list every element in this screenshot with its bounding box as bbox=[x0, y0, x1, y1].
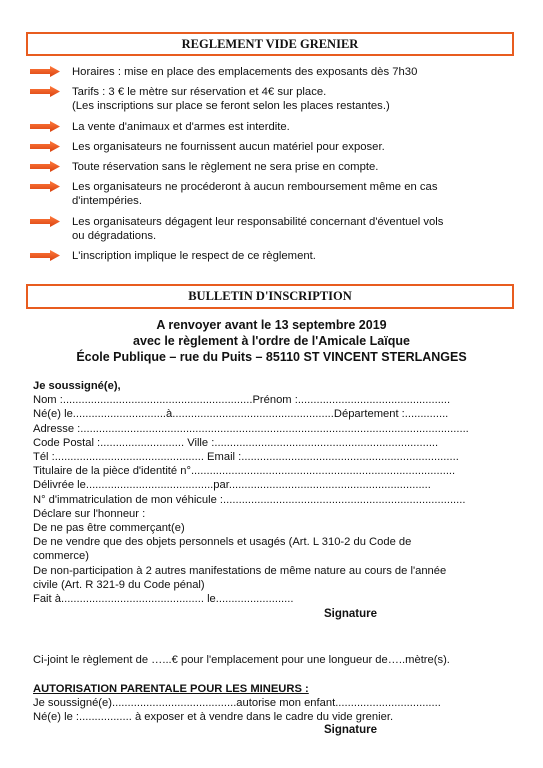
rules-header-box bbox=[26, 32, 514, 56]
issued-field[interactable]: Délivrée le.........................................par................................................................. bbox=[33, 479, 431, 492]
signature-label: Signature bbox=[324, 608, 378, 620]
arrow-right-icon bbox=[30, 216, 60, 227]
parental-title: AUTORISATION PARENTALE POUR LES MINEURS : bbox=[33, 683, 309, 695]
school-address-line: École Publique – rue du Puits – 85110 ST VINCENT STERLANGES bbox=[76, 350, 467, 364]
rule-text: d'intempéries. bbox=[72, 195, 142, 208]
phone-email-field[interactable]: Tél :................................................ Email :...................................................................... bbox=[33, 451, 459, 464]
birth-field[interactable]: Né(e) le..............................à....................................................Département :.............. bbox=[33, 408, 449, 421]
rule-item bbox=[30, 160, 520, 174]
payment-text[interactable]: Ci-joint le règlement de …...€ pour l'emplacement pour une longueur de…..mètre(s). bbox=[33, 654, 450, 666]
rule-text: Horaires : mise en place des emplacements des exposants dès 7h30 bbox=[72, 66, 418, 78]
declaration-label: Déclare sur l'honneur : bbox=[33, 507, 146, 520]
declaration-item: civile (Art. R 321-9 du Code pénal) bbox=[33, 578, 205, 591]
rule-text: Les organisateurs ne fournissent aucun matériel pour exposer. bbox=[72, 140, 385, 153]
rule-item bbox=[30, 140, 520, 154]
rule-text: Tarifs : 3 € le mètre sur réservation et 4€ sur place. bbox=[72, 86, 327, 99]
payment-order-line: avec le règlement à l'ordre de l'Amicale Laïque bbox=[133, 334, 410, 348]
rules-list bbox=[30, 65, 520, 269]
signature-label-2: Signature bbox=[324, 724, 378, 736]
rule-item bbox=[30, 180, 520, 208]
arrow-right-icon bbox=[30, 181, 60, 192]
vehicle-field[interactable]: N° d'immatriculation de mon véhicule :.............................................................................. bbox=[33, 493, 466, 506]
rule-text: Les organisateurs dégagent leur responsabilité concernant d'éventuel vols bbox=[72, 215, 444, 228]
bulletin-title: BULLETIN D'INSCRIPTION bbox=[188, 289, 352, 303]
child-birth-field[interactable]: Né(e) le :................. à exposer et à vendre dans le cadre du vide grenier. bbox=[33, 711, 394, 724]
declaration-item: De ne pas être commerçant(e) bbox=[33, 522, 185, 535]
rules-title: REGLEMENT VIDE GRENIER bbox=[181, 37, 359, 51]
arrow-right-icon bbox=[30, 86, 60, 97]
rule-text: ou dégradations. bbox=[72, 229, 157, 242]
arrow-right-icon bbox=[30, 66, 60, 77]
arrow-right-icon bbox=[30, 141, 60, 152]
rule-item bbox=[30, 85, 520, 113]
rule-item bbox=[30, 215, 520, 243]
postal-city-field[interactable]: Code Postal :........................... Ville :........................................................................ bbox=[33, 436, 439, 449]
parental-authorization bbox=[33, 682, 513, 725]
rule-item bbox=[30, 249, 520, 263]
arrow-right-icon bbox=[30, 161, 60, 172]
form-heading: Je soussigné(e), bbox=[33, 380, 121, 392]
send-before-line: A renvoyer avant le 13 septembre 2019 bbox=[156, 318, 387, 332]
declaration-item: De ne vendre que des objets personnels et usagés (Art. L 310-2 du Code de bbox=[33, 536, 412, 549]
rule-text: La vente d'animaux et d'armes est interdite. bbox=[72, 120, 290, 133]
name-field[interactable]: Nom :.............................................................Prénom :................................................. bbox=[33, 394, 451, 407]
rule-text: Toute réservation sans le règlement ne sera prise en compte. bbox=[72, 161, 379, 174]
address-field[interactable]: Adresse :............................................................................................................................. bbox=[33, 422, 469, 435]
rule-text: (Les inscriptions sur place se feront selon les places restantes.) bbox=[72, 100, 390, 113]
payment-line bbox=[33, 653, 513, 667]
declaration-item: commerce) bbox=[33, 550, 89, 563]
parent-name-field[interactable]: Je soussigné(e)........................................autorise mon enfant.................................. bbox=[33, 697, 441, 710]
bulletin-header-box bbox=[26, 284, 514, 309]
rule-text: Les organisateurs ne procéderont à aucun remboursement même en cas bbox=[72, 181, 438, 194]
id-number-field[interactable]: Titulaire de la pièce d'identité n°..................................................................................... bbox=[33, 465, 456, 478]
rule-item bbox=[30, 65, 520, 79]
rule-text: L'inscription implique le respect de ce règlement. bbox=[72, 250, 316, 263]
arrow-right-icon bbox=[30, 250, 60, 261]
arrow-right-icon bbox=[30, 121, 60, 132]
rule-item bbox=[30, 120, 520, 134]
place-date-field[interactable]: Fait à.............................................. le......................... bbox=[33, 593, 294, 606]
registration-form bbox=[33, 379, 513, 606]
declaration-item: De non-participation à 2 autres manifestations de même nature au cours de l'année bbox=[33, 564, 447, 577]
